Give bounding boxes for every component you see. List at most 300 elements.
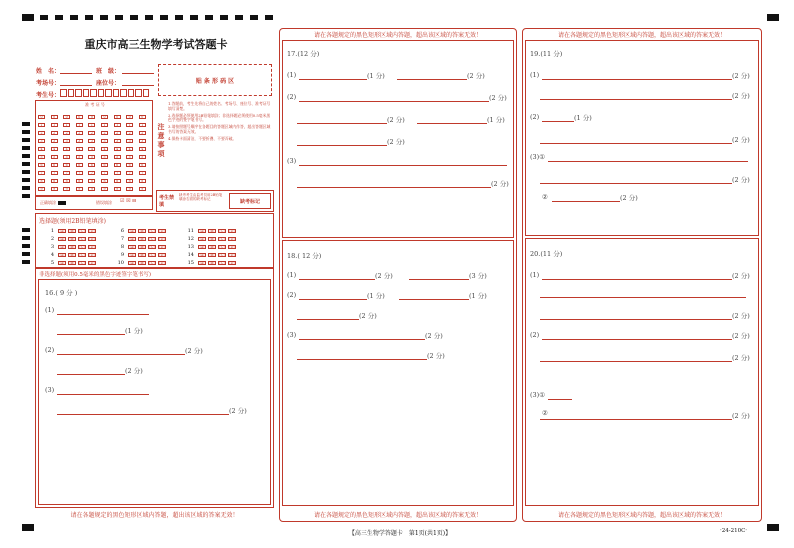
mc-option-bubble[interactable]: [B] xyxy=(69,228,75,233)
notice-line: 3.请按照题号顺序在各题目的答题区域内作答，超出答题区域书写的答案无效。 xyxy=(168,124,271,134)
absent-section xyxy=(156,190,274,212)
mc-option-bubble[interactable]: [C] xyxy=(219,252,225,257)
id-bubble[interactable]: 8 xyxy=(114,179,121,183)
q17-part3: (3) xyxy=(287,157,297,165)
mc-option-bubble[interactable]: [B] xyxy=(69,244,75,249)
mc-section[interactable] xyxy=(35,213,274,268)
id-bubble[interactable]: 5 xyxy=(139,155,146,159)
id-bubble[interactable]: 0 xyxy=(139,115,146,119)
id-bubble[interactable]: 0 xyxy=(114,115,121,119)
id-bubble[interactable]: 4 xyxy=(88,147,95,151)
id-bubble[interactable]: 3 xyxy=(51,139,58,143)
timing-mark xyxy=(175,15,183,20)
timing-mark xyxy=(22,130,30,134)
mc-question-number: 14 xyxy=(187,252,194,258)
id-bubble[interactable]: 8 xyxy=(139,179,146,183)
id-bubble[interactable]: 2 xyxy=(38,131,45,135)
id-bubble[interactable]: 2 xyxy=(139,131,146,135)
id-bubble[interactable]: 9 xyxy=(139,187,146,191)
mc-option-bubble[interactable]: [C] xyxy=(149,228,155,233)
q17-box[interactable] xyxy=(282,40,514,238)
q17-answer-3b[interactable] xyxy=(297,187,491,188)
id-digit-box[interactable] xyxy=(98,89,105,97)
corner-mark xyxy=(767,524,779,531)
mc-option-bubble[interactable]: [D] xyxy=(159,252,165,257)
paper-code: ·24-210C· xyxy=(720,528,748,534)
mc-option-bubble[interactable]: [C] xyxy=(219,260,225,265)
mc-option-bubble[interactable]: [B] xyxy=(139,260,145,265)
timing-mark xyxy=(40,15,48,20)
name-label: 姓 名： xyxy=(36,68,61,75)
mc-option-bubble[interactable]: [C] xyxy=(79,228,85,233)
q16-box[interactable] xyxy=(38,279,271,505)
correct-fill-label: 正确填涂 xyxy=(40,200,56,205)
corner-mark xyxy=(22,14,34,21)
mc-option-bubble[interactable]: [D] xyxy=(159,244,165,249)
mc-option-bubble[interactable]: [D] xyxy=(229,252,235,257)
q18-answer-3b[interactable] xyxy=(297,359,427,360)
exam-id-grid[interactable] xyxy=(35,100,153,196)
id-bubble[interactable]: 1 xyxy=(114,123,121,127)
q19-answer-3a[interactable] xyxy=(548,161,748,162)
id-bubble[interactable]: 7 xyxy=(126,171,133,175)
id-bubble[interactable]: 3 xyxy=(76,139,83,143)
q16-part2: (2) xyxy=(45,346,55,354)
mc-option-bubble[interactable]: [A] xyxy=(129,260,135,265)
q20-box[interactable] xyxy=(525,238,759,506)
mc-question-number: 9 xyxy=(120,252,124,258)
q20-answer-2a[interactable] xyxy=(542,339,732,340)
id-bubble[interactable]: 7 xyxy=(114,171,121,175)
id-bubble[interactable]: 5 xyxy=(101,155,108,159)
mc-option-bubble[interactable]: [B] xyxy=(209,228,215,233)
mc-option-bubble[interactable]: [A] xyxy=(59,252,65,257)
mc-option-bubble[interactable]: [C] xyxy=(79,252,85,257)
id-bubble[interactable]: 1 xyxy=(76,123,83,127)
absent-text: 缺考考生由监考员用2B铅笔填涂右面的缺考标记 xyxy=(179,193,223,202)
non-mc-header: 非选择题(须用0.5毫米的黑色字迹签字笔书写) xyxy=(39,272,152,278)
id-bubble[interactable]: 6 xyxy=(63,163,70,167)
q17-part1: (1) xyxy=(287,71,297,79)
timing-mark xyxy=(22,170,30,174)
timing-mark xyxy=(22,194,30,198)
id-bubble[interactable]: 7 xyxy=(38,171,45,175)
mc-option-bubble[interactable]: [C] xyxy=(219,228,225,233)
q16-score-3b: (2 分) xyxy=(229,407,247,415)
mc-option-bubble[interactable]: [D] xyxy=(159,236,165,241)
mc-option-bubble[interactable]: [D] xyxy=(229,260,235,265)
mc-option-bubble[interactable]: [C] xyxy=(149,260,155,265)
id-bubble[interactable]: 4 xyxy=(63,147,70,151)
id-bubble[interactable]: 9 xyxy=(51,187,58,191)
q17-answer-2a[interactable] xyxy=(299,101,489,102)
id-digit-box[interactable] xyxy=(113,89,120,97)
q18-answer-1b[interactable] xyxy=(409,279,469,280)
notice-title-char: 事 xyxy=(157,140,165,149)
notice-title-char: 意 xyxy=(157,131,165,140)
id-bubble[interactable]: 4 xyxy=(76,147,83,151)
q20-answer-3b[interactable] xyxy=(540,419,732,420)
mc-option-bubble[interactable]: [B] xyxy=(139,252,145,257)
q18-answer-3a[interactable] xyxy=(299,339,425,340)
timing-mark xyxy=(85,15,93,20)
q16-part1: (1) xyxy=(45,306,55,314)
q17-answer-1b[interactable] xyxy=(397,79,467,80)
mc-option-bubble[interactable]: [B] xyxy=(209,252,215,257)
banner-middle-top: 请在各题规定的黑色矩形区域内答题，超出该区域的答案无效！ xyxy=(313,32,482,39)
q19-score-2a: (1 分) xyxy=(574,114,592,122)
q17-part2: (2) xyxy=(287,93,297,101)
mc-question-number: 15 xyxy=(187,260,194,266)
q16-title: 16.( 9 分 ) xyxy=(45,289,78,297)
id-bubble[interactable]: 6 xyxy=(51,163,58,167)
mc-option-bubble[interactable]: [D] xyxy=(89,244,95,249)
mc-option-bubble[interactable]: [A] xyxy=(129,252,135,257)
id-bubble[interactable]: 2 xyxy=(51,131,58,135)
mc-question-number: 6 xyxy=(120,228,124,234)
id-bubble[interactable]: 8 xyxy=(88,179,95,183)
notice-line: 2.选择题必须使用2B铅笔填涂；非选择题必须使用0.5毫米黑色字迹的签字笔书写。 xyxy=(168,112,271,123)
fill-example xyxy=(35,196,153,210)
mc-option-bubble[interactable]: [D] xyxy=(89,236,95,241)
id-bubble[interactable]: 8 xyxy=(76,179,83,183)
mc-option-bubble[interactable]: [D] xyxy=(89,228,95,233)
q19-part1: (1) xyxy=(530,71,540,79)
id-digit-box[interactable] xyxy=(105,89,112,97)
mc-question-number: 5 xyxy=(50,260,54,266)
id-bubble[interactable]: 5 xyxy=(76,155,83,159)
seat-field[interactable] xyxy=(122,85,154,86)
id-bubble[interactable]: 7 xyxy=(76,171,83,175)
mc-option-bubble[interactable]: [A] xyxy=(59,228,65,233)
q18-score-1a: (2 分) xyxy=(375,272,393,280)
q20-score-2b: (2 分) xyxy=(732,354,750,362)
mc-option-bubble[interactable]: [B] xyxy=(139,244,145,249)
id-bubble[interactable]: 8 xyxy=(126,179,133,183)
id-digit-box[interactable] xyxy=(128,89,135,97)
mc-option-bubble[interactable]: [A] xyxy=(199,244,205,249)
timing-mark xyxy=(22,162,30,166)
q20-answer-1b[interactable] xyxy=(540,297,746,298)
mc-question-number: 2 xyxy=(50,236,54,242)
id-bubble[interactable]: 1 xyxy=(51,123,58,127)
corner-mark xyxy=(22,524,34,531)
mc-question-number: 3 xyxy=(50,244,54,250)
id-bubble[interactable]: 8 xyxy=(38,179,45,183)
q20-answer-1a[interactable] xyxy=(542,279,732,280)
q20-title: 20.(11 分) xyxy=(530,250,563,258)
q17-score-2c: (1 分) xyxy=(487,116,505,124)
q16-answer-3a[interactable] xyxy=(57,394,149,395)
id-bubble[interactable]: 8 xyxy=(63,179,70,183)
id-bubble[interactable]: 4 xyxy=(139,147,146,151)
q19-answer-1a[interactable] xyxy=(542,79,732,80)
q19-part3-2: ② xyxy=(542,193,548,201)
mc-option-bubble[interactable]: [C] xyxy=(79,244,85,249)
barcode-area xyxy=(158,64,272,96)
notice-title-char: 项 xyxy=(157,149,165,158)
id-bubble[interactable]: 9 xyxy=(88,187,95,191)
timing-mark xyxy=(70,15,78,20)
mc-option-bubble[interactable]: [B] xyxy=(69,252,75,257)
id-bubble[interactable]: 6 xyxy=(38,163,45,167)
id-bubble[interactable]: 5 xyxy=(38,155,45,159)
q17-title: 17.(12 分) xyxy=(287,50,320,58)
mc-option-bubble[interactable]: [A] xyxy=(199,236,205,241)
exam-id-header: 准 考 证 号 xyxy=(85,102,105,107)
mc-option-bubble[interactable]: [D] xyxy=(229,236,235,241)
absent-mark-box[interactable]: 缺考标记 xyxy=(229,193,271,209)
id-bubble[interactable]: 4 xyxy=(101,147,108,151)
id-bubble[interactable]: 3 xyxy=(101,139,108,143)
timing-mark xyxy=(22,260,30,264)
mc-option-bubble[interactable]: [B] xyxy=(209,244,215,249)
id-bubble[interactable]: 5 xyxy=(126,155,133,159)
timing-mark xyxy=(220,15,228,20)
id-bubble[interactable]: 5 xyxy=(51,155,58,159)
q18-score-3b: (2 分) xyxy=(427,352,445,360)
id-bubble[interactable]: 0 xyxy=(38,115,45,119)
mc-option-bubble[interactable]: [B] xyxy=(69,236,75,241)
id-bubble[interactable]: 6 xyxy=(139,163,146,167)
mc-option-bubble[interactable]: [A] xyxy=(59,244,65,249)
id-bubble[interactable]: 7 xyxy=(51,171,58,175)
timing-mark xyxy=(22,186,30,190)
mc-question-number: 7 xyxy=(120,236,124,242)
seat-label: 座位号： xyxy=(96,80,121,87)
mc-option-bubble[interactable]: [C] xyxy=(79,236,85,241)
mc-option-bubble[interactable]: [D] xyxy=(89,260,95,265)
name-field[interactable] xyxy=(60,73,92,74)
q16-answer-1a[interactable] xyxy=(57,314,149,315)
q18-answer-2c[interactable] xyxy=(297,319,359,320)
mc-question-number: 8 xyxy=(120,244,124,250)
mc-option-bubble[interactable]: [B] xyxy=(139,228,145,233)
id-bubble[interactable]: 1 xyxy=(101,123,108,127)
q17-answer-2d[interactable] xyxy=(297,145,387,146)
mc-option-bubble[interactable]: [C] xyxy=(79,260,85,265)
q20-score-1c: (2 分) xyxy=(732,312,750,320)
class-field[interactable] xyxy=(122,73,154,74)
id-bubble[interactable]: 3 xyxy=(88,139,95,143)
wrong-fill-label: 错误填涂 xyxy=(96,200,112,205)
mc-option-bubble[interactable]: [B] xyxy=(69,260,75,265)
q16-answer-2a[interactable] xyxy=(57,354,185,355)
id-bubble[interactable]: 7 xyxy=(139,171,146,175)
q19-score-3b: (2 分) xyxy=(732,176,750,184)
id-digit-box[interactable] xyxy=(143,89,150,97)
q16-answer-2b[interactable] xyxy=(57,374,125,375)
id-bubble[interactable]: 5 xyxy=(63,155,70,159)
timing-mark xyxy=(250,15,258,20)
mc-header: 选择题(须用2B铅笔填涂) xyxy=(39,218,106,225)
id-bubble[interactable]: 2 xyxy=(63,131,70,135)
id-bubble[interactable]: 3 xyxy=(139,139,146,143)
q16-panel[interactable] xyxy=(35,268,274,508)
id-bubble[interactable]: 3 xyxy=(114,139,121,143)
id-digit-box[interactable] xyxy=(68,89,75,97)
id-bubble[interactable]: 0 xyxy=(51,115,58,119)
timing-mark xyxy=(100,15,108,20)
mc-option-bubble[interactable]: [D] xyxy=(159,228,165,233)
q20-part3-2: ② xyxy=(542,409,548,417)
mc-option-bubble[interactable]: [D] xyxy=(159,260,165,265)
id-digit-box[interactable] xyxy=(135,89,142,97)
mc-option-bubble[interactable]: [B] xyxy=(139,236,145,241)
q19-answer-2a[interactable] xyxy=(542,121,574,122)
q20-part3: (3)① xyxy=(530,391,546,399)
timing-mark xyxy=(22,178,30,182)
mc-question-number: 12 xyxy=(187,236,194,242)
id-bubble[interactable]: 3 xyxy=(63,139,70,143)
notice-title-char: 注 xyxy=(157,122,165,131)
mc-option-bubble[interactable]: [B] xyxy=(209,260,215,265)
q18-score-3a: (2 分) xyxy=(425,332,443,340)
mc-option-bubble[interactable]: [A] xyxy=(199,260,205,265)
banner-left-bottom: 请在各题规定的黑色矩形区域内答题，超出该区域的答案无效！ xyxy=(70,512,239,519)
mc-option-bubble[interactable]: [A] xyxy=(199,228,205,233)
id-bubble[interactable]: 1 xyxy=(126,123,133,127)
q19-title: 19.(11 分) xyxy=(530,50,563,58)
id-bubble[interactable]: 1 xyxy=(88,123,95,127)
id-bubble[interactable]: 0 xyxy=(101,115,108,119)
id-bubble[interactable]: 9 xyxy=(76,187,83,191)
id-bubble[interactable]: 3 xyxy=(38,139,45,143)
id-bubble[interactable]: 6 xyxy=(76,163,83,167)
mc-option-bubble[interactable]: [A] xyxy=(129,244,135,249)
q17-answer-3a[interactable] xyxy=(299,165,507,166)
q19-answer-1b[interactable] xyxy=(540,99,732,100)
id-bubble[interactable]: 9 xyxy=(126,187,133,191)
page-title: 重庆市高三生物学考试答题卡 xyxy=(84,38,228,51)
id-bubble[interactable]: 6 xyxy=(126,163,133,167)
id-bubble[interactable]: 4 xyxy=(38,147,45,151)
wrong-fill-sample: ☑ ☒ ⊟ xyxy=(120,198,137,204)
mc-option-bubble[interactable]: [C] xyxy=(149,236,155,241)
id-bubble[interactable]: 2 xyxy=(76,131,83,135)
id-bubble[interactable]: 8 xyxy=(51,179,58,183)
mc-option-bubble[interactable]: [A] xyxy=(59,260,65,265)
id-digit-box[interactable] xyxy=(60,89,67,97)
id-bubble[interactable]: 9 xyxy=(114,187,121,191)
q18-answer-1a[interactable] xyxy=(299,279,375,280)
id-bubble[interactable]: 6 xyxy=(114,163,121,167)
q16-part3: (3) xyxy=(45,386,55,394)
id-bubble[interactable]: 2 xyxy=(88,131,95,135)
id-bubble[interactable]: 2 xyxy=(101,131,108,135)
q20-score-2a: (2 分) xyxy=(732,332,750,340)
q18-box[interactable] xyxy=(282,240,514,506)
id-bubble[interactable]: 6 xyxy=(88,163,95,167)
id-bubble[interactable]: 2 xyxy=(114,131,121,135)
timing-mark xyxy=(55,15,63,20)
id-digit-box[interactable] xyxy=(120,89,127,97)
id-digit-box[interactable] xyxy=(83,89,90,97)
id-bubble[interactable]: 6 xyxy=(101,163,108,167)
timing-mark xyxy=(22,138,30,142)
id-bubble[interactable]: 7 xyxy=(63,171,70,175)
q19-answer-3c[interactable] xyxy=(552,201,620,202)
q18-answer-2b[interactable] xyxy=(399,299,469,300)
q19-answer-3b[interactable] xyxy=(540,183,732,184)
corner-mark xyxy=(767,14,779,21)
id-bubble[interactable]: 4 xyxy=(126,147,133,151)
q16-answer-1b[interactable] xyxy=(57,334,125,335)
timing-mark xyxy=(22,252,30,256)
timing-mark xyxy=(22,146,30,150)
id-bubble[interactable]: 5 xyxy=(88,155,95,159)
q18-answer-2a[interactable] xyxy=(299,299,367,300)
id-bubble[interactable]: 9 xyxy=(38,187,45,191)
q17-answer-2b[interactable] xyxy=(297,123,387,124)
id-bubble[interactable]: 8 xyxy=(101,179,108,183)
mc-option-bubble[interactable]: [D] xyxy=(229,228,235,233)
q17-answer-1a[interactable] xyxy=(299,79,367,80)
mc-option-bubble[interactable]: [A] xyxy=(59,236,65,241)
mc-option-bubble[interactable]: [D] xyxy=(89,252,95,257)
mc-option-bubble[interactable]: [C] xyxy=(149,244,155,249)
id-bubble[interactable]: 5 xyxy=(114,155,121,159)
q18-part2: (2) xyxy=(287,291,297,299)
mc-question-number: 1 xyxy=(50,228,54,234)
q18-score-2b: (1 分) xyxy=(469,292,487,300)
mc-option-bubble[interactable]: [C] xyxy=(219,244,225,249)
mc-option-bubble[interactable]: [C] xyxy=(219,236,225,241)
q16-answer-3b[interactable] xyxy=(57,414,229,415)
id-bubble[interactable]: 4 xyxy=(114,147,121,151)
id-bubble[interactable]: 3 xyxy=(126,139,133,143)
mc-option-bubble[interactable]: [C] xyxy=(149,252,155,257)
id-bubble[interactable]: 7 xyxy=(88,171,95,175)
mc-question-number: 11 xyxy=(187,228,194,234)
id-bubble[interactable]: 0 xyxy=(126,115,133,119)
id-bubble[interactable]: 0 xyxy=(76,115,83,119)
q17-score-2b: (2 分) xyxy=(387,116,405,124)
mc-option-bubble[interactable]: [B] xyxy=(209,236,215,241)
id-bubble[interactable]: 0 xyxy=(88,115,95,119)
q20-answer-1c[interactable] xyxy=(540,319,732,320)
id-bubble[interactable]: 1 xyxy=(38,123,45,127)
mc-option-bubble[interactable]: [D] xyxy=(229,244,235,249)
timing-mark xyxy=(22,244,30,248)
correct-fill-sample xyxy=(58,201,66,205)
q20-answer-3a[interactable] xyxy=(548,399,572,400)
id-digit-box[interactable] xyxy=(90,89,97,97)
q19-box[interactable] xyxy=(525,40,759,236)
id-bubble[interactable]: 1 xyxy=(139,123,146,127)
room-label: 考场号： xyxy=(36,80,61,87)
timing-mark xyxy=(205,15,213,20)
id-bubble[interactable]: 9 xyxy=(101,187,108,191)
q16-score-1b: (1 分) xyxy=(125,327,143,335)
mc-option-bubble[interactable]: [A] xyxy=(199,252,205,257)
id-bubble[interactable]: 0 xyxy=(63,115,70,119)
id-bubble[interactable]: 1 xyxy=(63,123,70,127)
timing-mark xyxy=(22,236,30,240)
q17-answer-2c[interactable] xyxy=(417,123,487,124)
q19-answer-2b[interactable] xyxy=(540,143,732,144)
mc-option-bubble[interactable]: [A] xyxy=(129,236,135,241)
id-bubble[interactable]: 2 xyxy=(126,131,133,135)
q19-score-1a: (2 分) xyxy=(732,72,750,80)
q20-answer-2b[interactable] xyxy=(540,361,732,362)
room-field[interactable] xyxy=(60,85,92,86)
id-digit-box[interactable] xyxy=(75,89,82,97)
id-bubble[interactable]: 4 xyxy=(51,147,58,151)
mc-option-bubble[interactable]: [A] xyxy=(129,228,135,233)
id-bubble[interactable]: 7 xyxy=(101,171,108,175)
id-bubble[interactable]: 9 xyxy=(63,187,70,191)
